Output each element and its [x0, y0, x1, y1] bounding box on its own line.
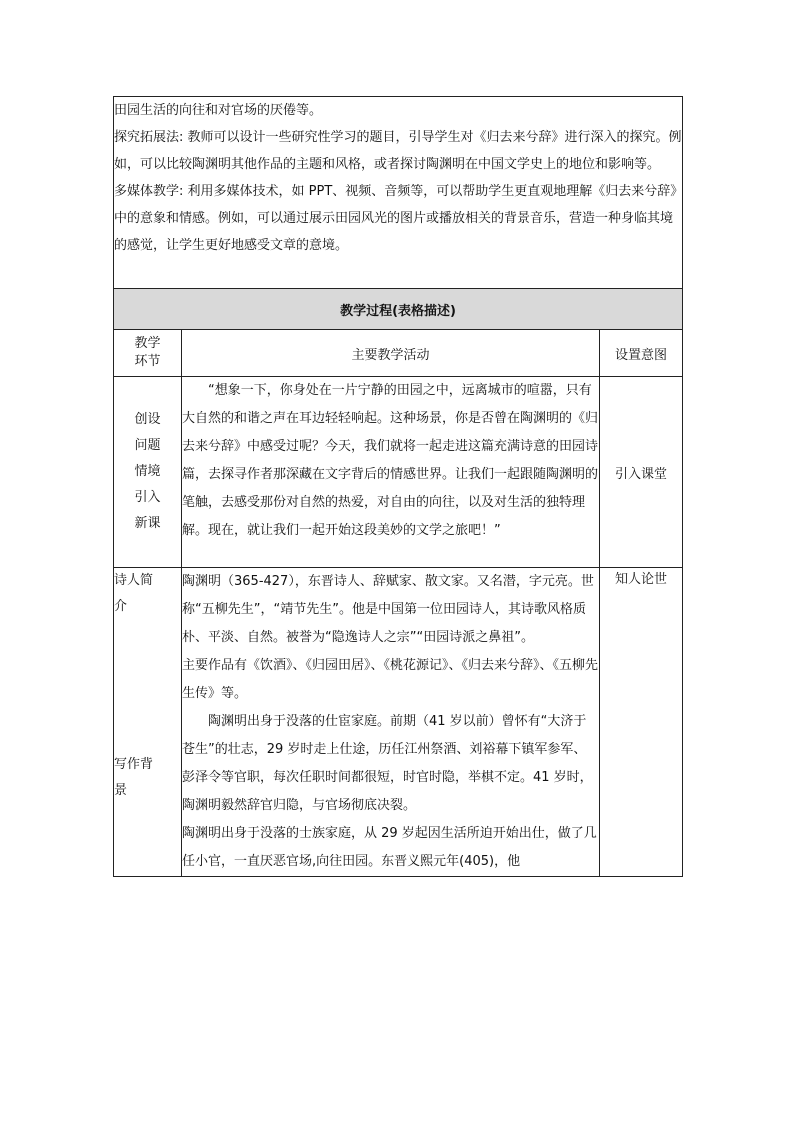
stage-line: 引入 [134, 490, 161, 505]
background-text-continued: 陶渊明出身于没落的士族家庭，从 29 岁起因生活所迫开始出仕，做了几任小官，一直厌恶官场,向往田园。东晋义熙元年(405)，他 [182, 826, 597, 869]
lesson-plan-table [113, 96, 683, 877]
works-text: 主要作品有《饮酒》、《归园田居》、《桃花源记》、《归去来兮辞》、《五柳先生传》等。 [182, 658, 599, 701]
intro-paragraph-3: 多媒体教学: 利用多媒体技术，如 PPT、视频、音频等，可以帮助学生更直观地理解《归去来兮辞》中的意象和情感。例如，可以通过展示田园风光的图片或播放相关的背景音乐，营造一种身临其境的感觉，让学生更好地感受文章的意境。 [114, 184, 677, 253]
table-row [114, 568, 683, 877]
stage-line: 景 [114, 783, 128, 798]
stage-line: 情境 [134, 464, 161, 479]
section-title: 教学过程(表格描述) [114, 289, 683, 330]
column-header-row [114, 330, 683, 377]
intro-paragraph-1: 田园生活的向往和对官场的厌倦等。 [114, 103, 323, 118]
background-text: 陶渊明出身于没落的仕宦家庭。前期（41 岁以前）曾怀有“大济于苍生”的壮志，29 岁时走上仕途，历任江州祭酒、刘裕幕下镇军参军、彭泽令等官职，每次任职时间都很短，时官时隐，举棋不定。41 岁时，陶渊明毅然辞官归隐，与官场彻底决裂。 [182, 714, 593, 813]
purpose-cell-intro: 引入课堂 [600, 377, 683, 568]
section-header-row [114, 289, 683, 330]
purpose-cell-poet: 知人论世 [600, 568, 683, 877]
header-stage [114, 330, 182, 377]
header-purpose: 设置意图 [600, 330, 683, 377]
intro-row [114, 97, 683, 289]
header-activity: 主要教学活动 [182, 330, 600, 377]
stage-line: 诗人简 [114, 573, 154, 588]
stage-line: 问题 [134, 438, 161, 453]
poet-intro-text: 陶渊明（365-427），东晋诗人、辞赋家、散文家。又名潜，字元亮。世称“五柳先生”，“靖节先生”。他是中国第一位田园诗人，其诗歌风格质朴、平淡、自然。被誉为“隐逸诗人之宗”“田园诗派之鼻祖”。 [182, 574, 594, 645]
intro-paragraph-2: 探究拓展法: 教师可以设计一些研究性学习的题目，引导学生对《归去来兮辞》进行深入的探究。例如，可以比较陶渊明其他作品的主题和风格，或者探讨陶渊明在中国文学史上的地位和影响等。 [114, 130, 682, 172]
stage-line: 新课 [134, 516, 161, 531]
stage-cell-poet [114, 568, 182, 877]
stage-line: 写作背 [114, 757, 154, 772]
table-row [114, 377, 683, 568]
stage-line: 介 [114, 599, 128, 614]
stage-line: 创设 [134, 412, 161, 427]
intro-cell [114, 97, 683, 289]
header-stage-line-1: 教学 [134, 336, 161, 351]
stage-cell-intro [114, 377, 182, 568]
header-stage-line-2: 环节 [134, 354, 161, 369]
activity-cell-intro [182, 377, 600, 568]
activity-text: “想象一下，你身处在一片宁静的田园之中，远离城市的喧嚣，只有大自然的和谐之声在耳边轻轻响起。这种场景，你是否曾在陶渊明的《归去来兮辞》中感受过呢？今天，我们就将一起走进这篇充满诗意的田园诗篇，去探寻作者那深藏在文字背后的情感世界。让我们一起跟随陶渊明的笔触，去感受那份对自然的热爱，对自由的向往，以及对生活的独特理解。现在，就让我们一起开始这段美妙的文学之旅吧！” [182, 383, 599, 538]
activity-cell-poet [182, 568, 600, 877]
